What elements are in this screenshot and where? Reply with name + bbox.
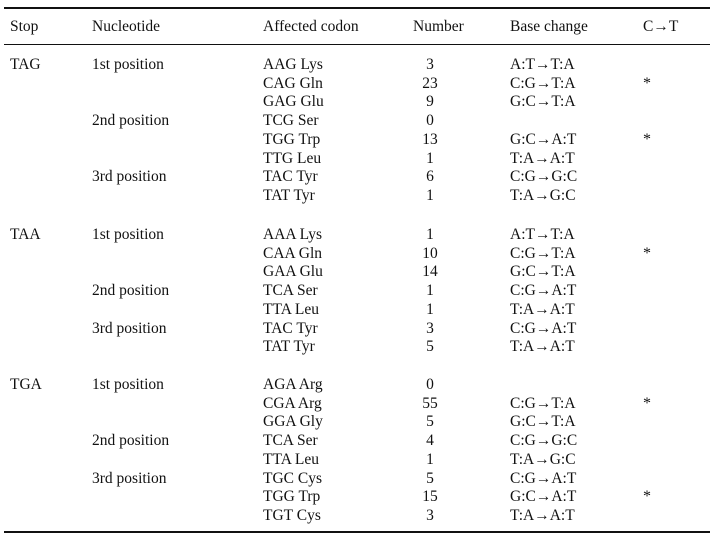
c-to-t-marker: * <box>643 74 651 92</box>
affected-codon: AAA Lys <box>263 226 322 243</box>
affected-codon: TGT Cys <box>263 506 321 524</box>
mutation-count: 14 <box>422 263 438 281</box>
base-change: T:A→A:T <box>510 506 575 524</box>
mutation-count: 0 <box>426 112 434 130</box>
stop-codon-label: TAG <box>10 56 41 73</box>
stop-codon-label: TGA <box>10 376 42 393</box>
c-to-t-marker: * <box>643 394 651 412</box>
base-change: C:G→A:T <box>510 319 577 337</box>
nucleotide-position: 3rd position <box>92 469 167 487</box>
affected-codon: TTG Leu <box>263 149 322 167</box>
mutation-count: 1 <box>426 186 434 204</box>
mutation-count: 4 <box>426 432 434 450</box>
base-change: T:A→A:T <box>510 149 575 167</box>
header-affected-codon: Affected codon <box>263 18 359 35</box>
affected-codon: TAT Tyr <box>263 338 315 356</box>
nucleotide-position: 2nd position <box>92 432 170 450</box>
header-rule <box>4 44 710 45</box>
mutation-count: 5 <box>426 338 434 356</box>
affected-codon: TAC Tyr <box>263 319 318 337</box>
nucleotide-position: 1st position <box>92 56 164 73</box>
base-change: C:G→T:A <box>510 74 576 92</box>
mutation-count: 0 <box>426 376 434 393</box>
mutation-count: 6 <box>426 168 434 186</box>
nucleotide-position: 2nd position <box>92 112 170 130</box>
base-change: G:C→T:A <box>510 93 576 111</box>
header-c-to-t: C→T <box>643 18 679 35</box>
base-change: C:G→T:A <box>510 244 576 262</box>
mutation-count: 1 <box>426 300 434 318</box>
base-change: T:A→G:C <box>510 186 576 204</box>
nucleotide-position: 1st position <box>92 376 164 393</box>
header-base-change: Base change <box>510 18 588 35</box>
base-change: G:C→A:T <box>510 488 577 506</box>
affected-codon: TCG Ser <box>263 112 319 130</box>
base-change: G:C→A:T <box>510 130 577 148</box>
mutation-count: 5 <box>426 469 434 487</box>
mutation-count: 1 <box>426 149 434 167</box>
base-change: C:G→T:A <box>510 394 576 412</box>
base-change: C:G→A:T <box>510 469 577 487</box>
nucleotide-position: 1st position <box>92 226 164 243</box>
affected-codon: GGA Gly <box>263 413 323 431</box>
affected-codon: TCA Ser <box>263 432 318 450</box>
base-change: T:A→G:C <box>510 450 576 468</box>
affected-codon: TAC Tyr <box>263 168 318 186</box>
mutation-count: 1 <box>426 282 434 300</box>
base-change: C:G→G:C <box>510 168 578 186</box>
mutation-count: 55 <box>422 394 438 412</box>
affected-codon: CAG Gln <box>263 74 323 92</box>
mutation-count: 13 <box>422 130 438 148</box>
header-stop: Stop <box>10 18 39 35</box>
mutation-count: 23 <box>422 74 438 92</box>
mutation-count: 5 <box>426 413 434 431</box>
affected-codon: AAG Lys <box>263 56 323 73</box>
affected-codon: TGG Trp <box>263 488 321 506</box>
header-nucleotide: Nucleotide <box>92 18 161 35</box>
base-change: A:T→T:A <box>510 226 575 243</box>
c-to-t-marker: * <box>643 130 651 148</box>
affected-codon: TGC Cys <box>263 469 322 487</box>
affected-codon: TCA Ser <box>263 282 318 300</box>
c-to-t-marker: * <box>643 488 651 506</box>
base-change: A:T→T:A <box>510 56 575 73</box>
top-rule <box>4 7 710 9</box>
base-change: G:C→T:A <box>510 263 576 281</box>
affected-codon: GAG Glu <box>263 93 324 111</box>
mutation-count: 3 <box>426 319 434 337</box>
mutation-count: 3 <box>426 506 434 524</box>
mutation-count: 15 <box>422 488 438 506</box>
affected-codon: TGG Trp <box>263 130 321 148</box>
mutation-count: 1 <box>426 450 434 468</box>
affected-codon: TTA Leu <box>263 300 320 318</box>
affected-codon: AGA Arg <box>263 376 323 393</box>
mutation-count: 1 <box>426 226 434 243</box>
stop-codon-label: TAA <box>10 226 41 243</box>
affected-codon: CAA Gln <box>263 244 322 262</box>
base-change: C:G→A:T <box>510 282 577 300</box>
mutation-count: 10 <box>422 244 438 262</box>
nucleotide-position: 3rd position <box>92 319 167 337</box>
header-number: Number <box>413 18 464 35</box>
base-change: T:A→A:T <box>510 300 575 318</box>
affected-codon: GAA Glu <box>263 263 323 281</box>
mutation-count: 9 <box>426 93 434 111</box>
nucleotide-position: 3rd position <box>92 168 167 186</box>
mutation-count: 3 <box>426 56 434 73</box>
base-change: T:A→A:T <box>510 338 575 356</box>
base-change: G:C→T:A <box>510 413 576 431</box>
base-change: C:G→G:C <box>510 432 578 450</box>
c-to-t-marker: * <box>643 244 651 262</box>
affected-codon: TAT Tyr <box>263 186 315 204</box>
affected-codon: CGA Arg <box>263 394 322 412</box>
bottom-rule <box>4 531 710 533</box>
nucleotide-position: 2nd position <box>92 282 170 300</box>
affected-codon: TTA Leu <box>263 450 320 468</box>
